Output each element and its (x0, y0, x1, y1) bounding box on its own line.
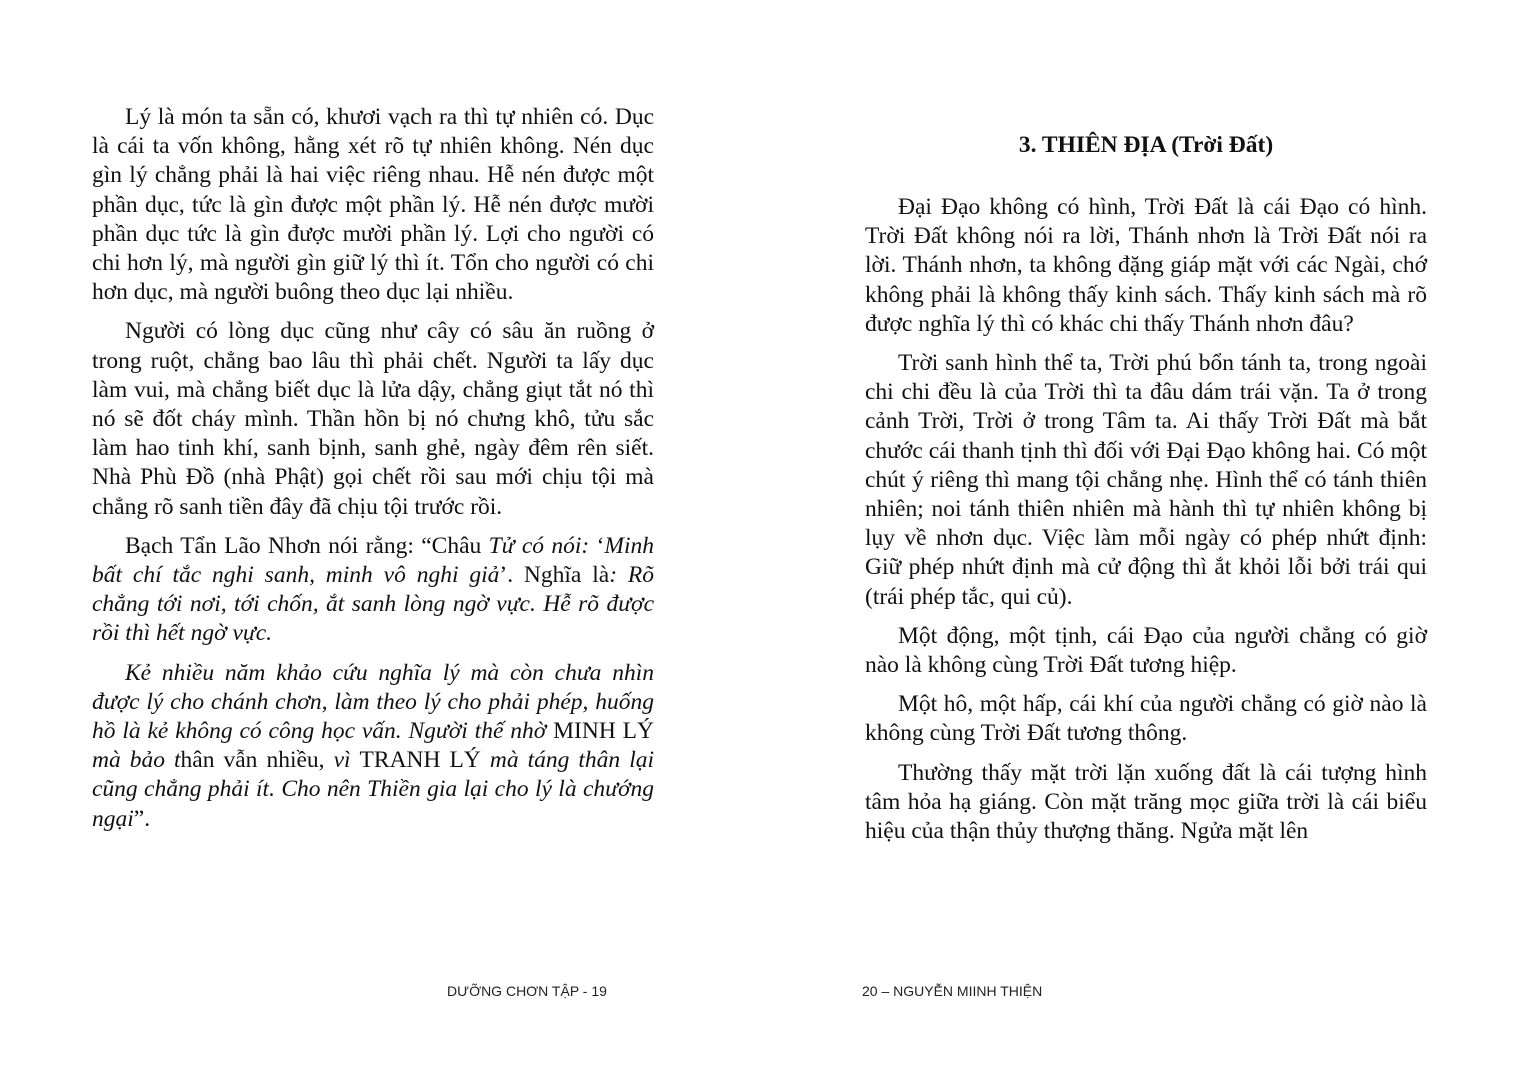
text-run: TRANH LÝ (359, 747, 490, 774)
text-run: Đại Đạo không có hình, Trời Đất là cái Đạo có hình. Trời Đất không nói ra lời, Thánh nhơn là Trời Đất nói ra lời. Thánh nhơn, ta không đặng giáp mặt với các Ngài, chớ không phải là không thấy kinh sách. Thấy kinh sách mà rõ được nghĩa lý thì có khác chi thấy Thánh nhơn đâu? (865, 194, 1427, 337)
text-run: MINH LÝ (553, 718, 654, 745)
paragraph (865, 690, 1427, 748)
paragraph (865, 193, 1427, 339)
paragraph (92, 532, 654, 649)
text-run: Người có lòng dục cũng như cây có sâu ăn ruồng ở trong ruột, chẳng bao lâu thì phải chết. Người ta lấy dục làm vui, mà chẳng biết dục là lửa dậy, chẳng giụt tắt nó thì nó sẽ đốt cháy mình. Thần hồn bị nó chưng khô, tửu sắc làm hao tinh khí, sanh bịnh, sanh ghẻ, ngày đêm rên siết. Nhà Phù Đồ (nhà Phật) gọi chết rồi sau mới chịu tội mà chẳng rõ sanh tiền đây đã chịu tội trước rồi. (92, 318, 654, 520)
left-page-footer: DƯỠNG CHƠN TẬP - 19 (447, 983, 607, 999)
text-run: Thường thấy mặt trời lặn xuống đất là cái tượng hình tâm hỏa hạ giáng. Còn mặt trăng mọc giữa trời là cái biểu hiệu của thận thủy thượng thăng. Ngửa mặt lên (865, 759, 1427, 845)
italic-text: Tử có nói: (488, 532, 590, 559)
right-page-footer: 20 – NGUYỄN MIINH THIỆN (862, 983, 1043, 999)
paragraph (92, 659, 654, 834)
section-heading: 3. THIÊN ĐỊA (Trời Đất) (1018, 132, 1274, 158)
italic-text: mà bảo t (92, 747, 181, 774)
text-run: Bạch Tẩn Lão Nhơn nói rằng: “Châu (125, 532, 489, 559)
right-page (760, 0, 1520, 1076)
paragraph (92, 103, 654, 307)
text-run: ”. (133, 805, 151, 832)
paragraph (92, 317, 654, 521)
paragraph (865, 349, 1427, 612)
text-run: hân vẫn nhiều, (180, 747, 334, 774)
text-run: ‘ (589, 532, 605, 559)
paragraph (865, 622, 1427, 680)
italic-text: Kẻ nhiều năm khảo cứu nghĩa lý mà còn chưa nhìn được lý cho chánh chơn, làm theo lý cho phải phép, huống hồ là kẻ không có công học vấn. Người thế nhờ (92, 659, 654, 745)
italic-text: vì (333, 747, 360, 774)
left-page-body (92, 103, 654, 834)
italic-text: mà táng thân lại cũng chẳng phải ít. Cho nên Thiền gia lại cho lý là chướng ngại (92, 747, 655, 832)
text-run: Một động, một tịnh, cái Đạo của người chẳng có giờ nào là không cùng Trời Đất tương hiệp. (865, 622, 1427, 679)
right-page-body (865, 193, 1427, 846)
text-run: Một hô, một hấp, cái khí của người chẳng có giờ nào là không cùng Trời Đất tương thông. (865, 691, 1427, 747)
text-run: ’. Nghĩa là (499, 562, 610, 589)
italic-text: : Rõ chẳng tới nơi, tới chốn, ắt sanh lòng ngờ vực. Hễ rõ được rồi thì hết ngờ vực. (92, 562, 654, 647)
text-run: Trời sanh hình thể ta, Trời phú bổn tánh ta, trong ngoài chi chi đều là của Trời thì ta đâu dám trái vặn. Ta ở trong cảnh Trời, Trời ở trong Tâm ta. Ai thấy Trời Đất mà bắt chước cái thanh tịnh thì đối với Đại Đạo không hai. Có một chút ý riêng thì mang tội chẳng nhẹ. Hình thể có tánh thiên nhiên; noi tánh thiên nhiên mà hành thì tự nhiên không bị lụy về nhơn dục. Việc làm mỗi ngày có phép nhứt định: Giữ phép nhứt định mà cử động thì ắt khỏi lỗi bởi trái qui (trái phép tắc, qui củ). (865, 350, 1427, 610)
text-run: Lý là món ta sẵn có, khươi vạch ra thì tự nhiên có. Dục là cái ta vốn không, hằng xét rõ tự nhiên không. Nén dục gìn lý chẳng phải là hai việc riêng nhau. Hễ nén được một phần dục, tức là gìn được một phần lý. Hễ nén được mười phần dục tức là gìn được mười phần lý. Lợi cho người có chi hơn lý, mà người gìn giữ lý thì ít. Tổn cho người có chi hơn dục, mà người buông theo dục lại nhiều. (92, 104, 654, 306)
paragraph (865, 759, 1427, 847)
italic-text: Minh bất chí tắc nghi sanh, minh vô nghi giả (92, 532, 655, 589)
